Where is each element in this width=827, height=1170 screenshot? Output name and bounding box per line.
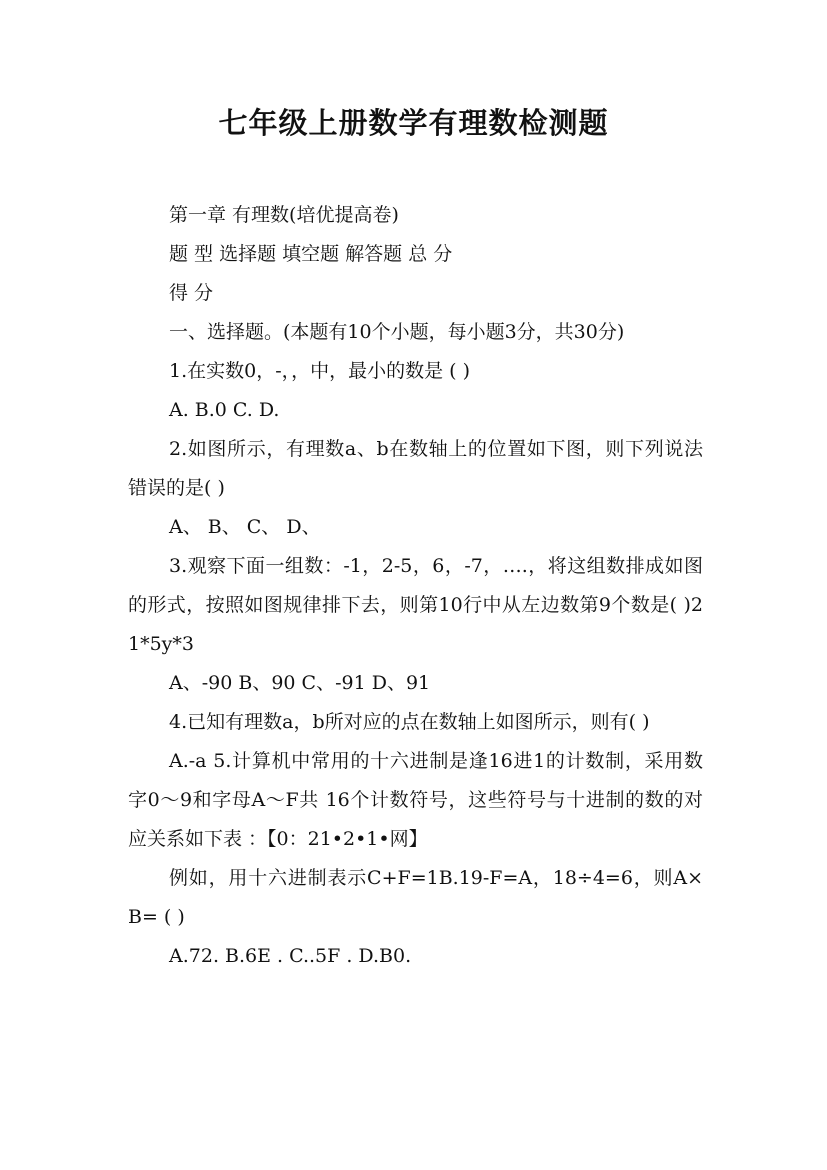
question-1: 1.在实数0，-，，中，最小的数是 ( )	[169, 360, 471, 382]
question-4-options-and-question-5: A.-a 5.计算机中常用的十六进制是逢16进1的计数制，采用数字0～9和字母A～F共 16个计数符号，这些符号与十进制的数的对应关系如下表 ：【0：21•2•1•网】	[128, 750, 703, 850]
question-5-options: A.72. B.6E . C..5F . D.B0.	[169, 945, 412, 967]
question-5-example: 例如，用十六进制表示C+F=1B.19-F=A，18÷4=6，则A×B= ( )	[128, 867, 703, 928]
question-2-options: A、 B、 C、 D、	[169, 516, 321, 538]
chapter-heading: 第一章 有理数(培优提高卷)	[169, 204, 399, 226]
score-table-header: 题 型 选择题 填空题 解答题 总 分	[169, 243, 453, 265]
question-1-options: A. B.0 C. D.	[169, 399, 280, 421]
document-title: 七年级上册数学有理数检测题	[218, 106, 609, 140]
document-body	[128, 196, 703, 976]
question-2: 2.如图所示，有理数a、b在数轴上的位置如下图，则下列说法错误的是( )	[128, 438, 703, 499]
score-table-row: 得 分	[169, 282, 214, 304]
question-3-options: A、-90 B、90 C、-91 D、91	[169, 672, 431, 694]
question-3: 3.观察下面一组数：-1，2-5，6，-7，….，将这组数排成如图的形式，按照如图规律排下去，则第10行中从左边数第9个数是( )21*5y*3	[128, 555, 703, 655]
question-4: 4.已知有理数a，b所对应的点在数轴上如图所示，则有( )	[169, 711, 650, 733]
section-heading-multiple-choice: 一、选择题。(本题有10个小题，每小题3分，共30分)	[169, 321, 625, 343]
